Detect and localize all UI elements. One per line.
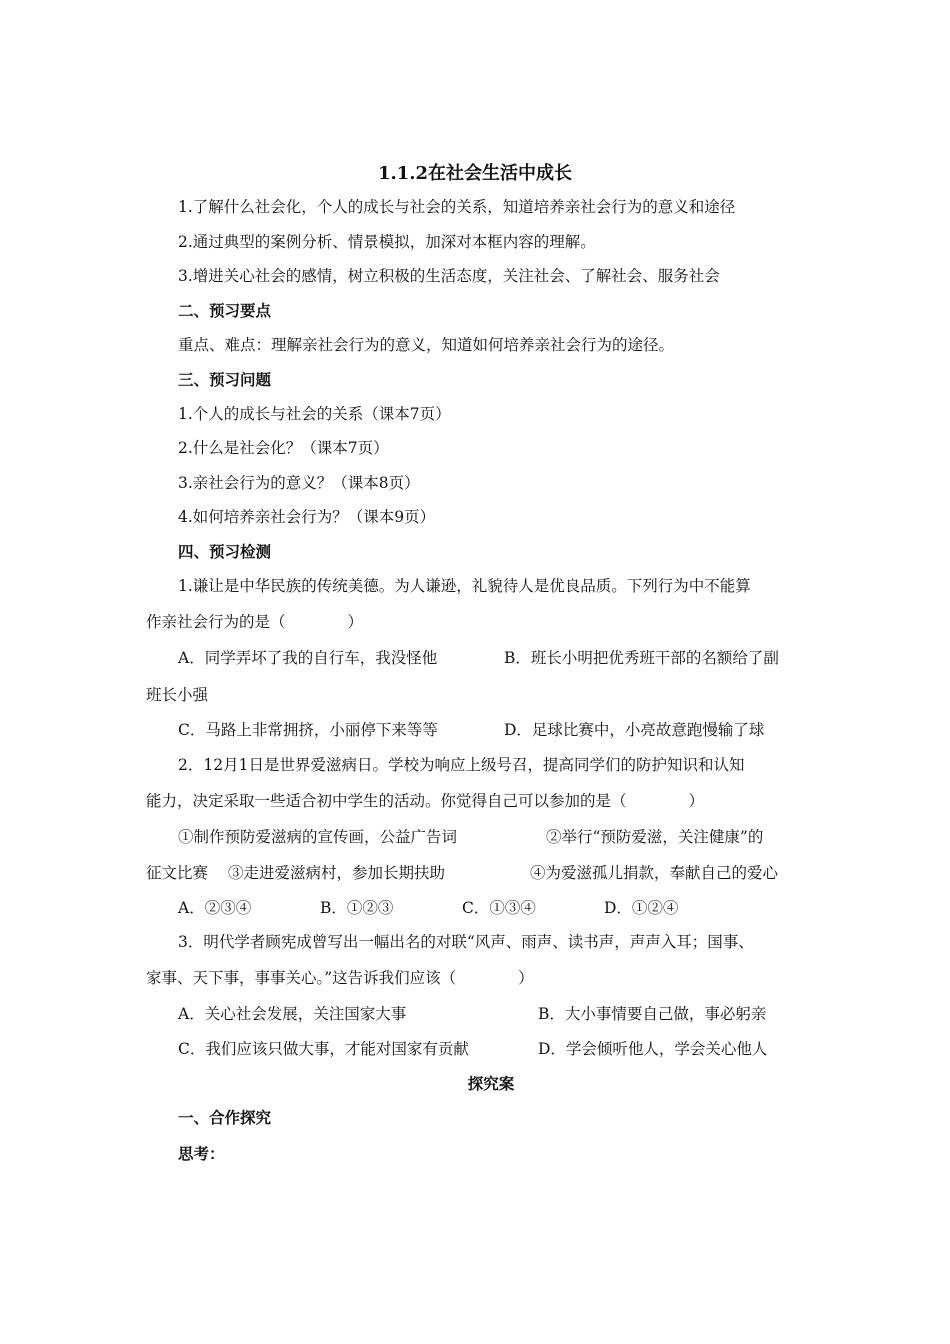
q3-option-b: B．大小事情要自己做，事必躬亲 (538, 1005, 767, 1023)
section-heading-preview-test: 四、预习检测 (178, 542, 272, 561)
question-item: 4.如何培养亲社会行为？（课本9页） (178, 508, 436, 526)
key-points-text: 重点、难点：理解亲社会行为的意义，知道如何培养亲社会行为的途径。 (178, 336, 675, 354)
q2-option-a: A．②③④ (178, 899, 252, 917)
q2-item-4: ④为爱滋孤儿捐款，奉献自己的爱心 (530, 864, 779, 882)
q3-option-c: C．我们应该只做大事，才能对国家有贡献 (178, 1040, 469, 1058)
q1-option-a: A．同学弄坏了我的自行车，我没怪他 (178, 649, 438, 667)
q2-stem-line2: 能力，决定采取一些适合初中学生的活动。你觉得自己可以参加的是（ ） (146, 792, 705, 810)
q1-stem-line2: 作亲社会行为的是（ ） (146, 613, 364, 631)
q1-option-b-cont: 班长小强 (146, 686, 209, 704)
q1-option-d: D．足球比赛中，小亮故意跑慢输了球 (504, 721, 765, 739)
question-item: 1.个人的成长与社会的关系（课本7页） (178, 405, 451, 423)
q2-item-1: ①制作预防爱滋病的宣传画，公益广告词 (178, 828, 458, 846)
objective-3: 3.增进关心社会的感情，树立积极的生活态度，关注社会、了解社会、服务社会 (178, 267, 720, 285)
q2-option-b: B．①②③ (320, 899, 394, 917)
explore-heading: 探究案 (467, 1074, 515, 1093)
think-label: 思考： (178, 1144, 225, 1163)
q3-option-a: A．关心社会发展，关注国家大事 (178, 1005, 407, 1023)
q3-option-d: D．学会倾听他人，学会关心他人 (538, 1040, 768, 1058)
section-heading-cooperative: 一、合作探究 (178, 1108, 272, 1127)
section-heading-preview-points: 二、预习要点 (178, 301, 272, 320)
objective-2: 2.通过典型的案例分析、情景模拟，加深对本框内容的理解。 (178, 233, 596, 251)
objective-1: 1.了解什么社会化，个人的成长与社会的关系，知道培养亲社会行为的意义和途径 (178, 198, 736, 216)
q1-stem-line1: 1.谦让是中华民族的传统美德。为人谦逊，礼貌待人是优良品质。下列行为中不能算 (178, 577, 751, 595)
question-item: 2.什么是社会化？（课本7页） (178, 439, 389, 457)
question-item: 3.亲社会行为的意义？（课本8页） (178, 474, 420, 492)
q3-stem-line1: 3．明代学者顾宪成曾写出一幅出名的对联“风声、雨声、读书声，声声入耳；国事、 (178, 933, 754, 951)
section-heading-preview-questions: 三、预习问题 (178, 370, 272, 389)
q2-option-c: C．①③④ (462, 899, 536, 917)
q2-stem-line1: 2．12月1日是世界爱滋病日。学校为响应上级号召，提高同学们的防护知识和认知 (178, 756, 745, 774)
q1-option-b: B．班长小明把优秀班干部的名额给了副 (504, 649, 779, 667)
q2-item-3: ③走进爱滋病村，参加长期扶助 (228, 864, 446, 882)
q1-option-c: C．马路上非常拥挤，小丽停下来等等 (178, 721, 438, 739)
q2-item-2-cont: 征文比赛 (146, 864, 209, 882)
q2-item-2: ②举行“预防爱滋，关注健康”的 (546, 828, 764, 846)
q3-stem-line2: 家事、天下事，事事关心。”这告诉我们应该（ ） (146, 969, 534, 987)
q2-option-d: D．①②④ (604, 899, 679, 917)
page-title: 1.1.2在社会生活中成长 (377, 163, 573, 184)
